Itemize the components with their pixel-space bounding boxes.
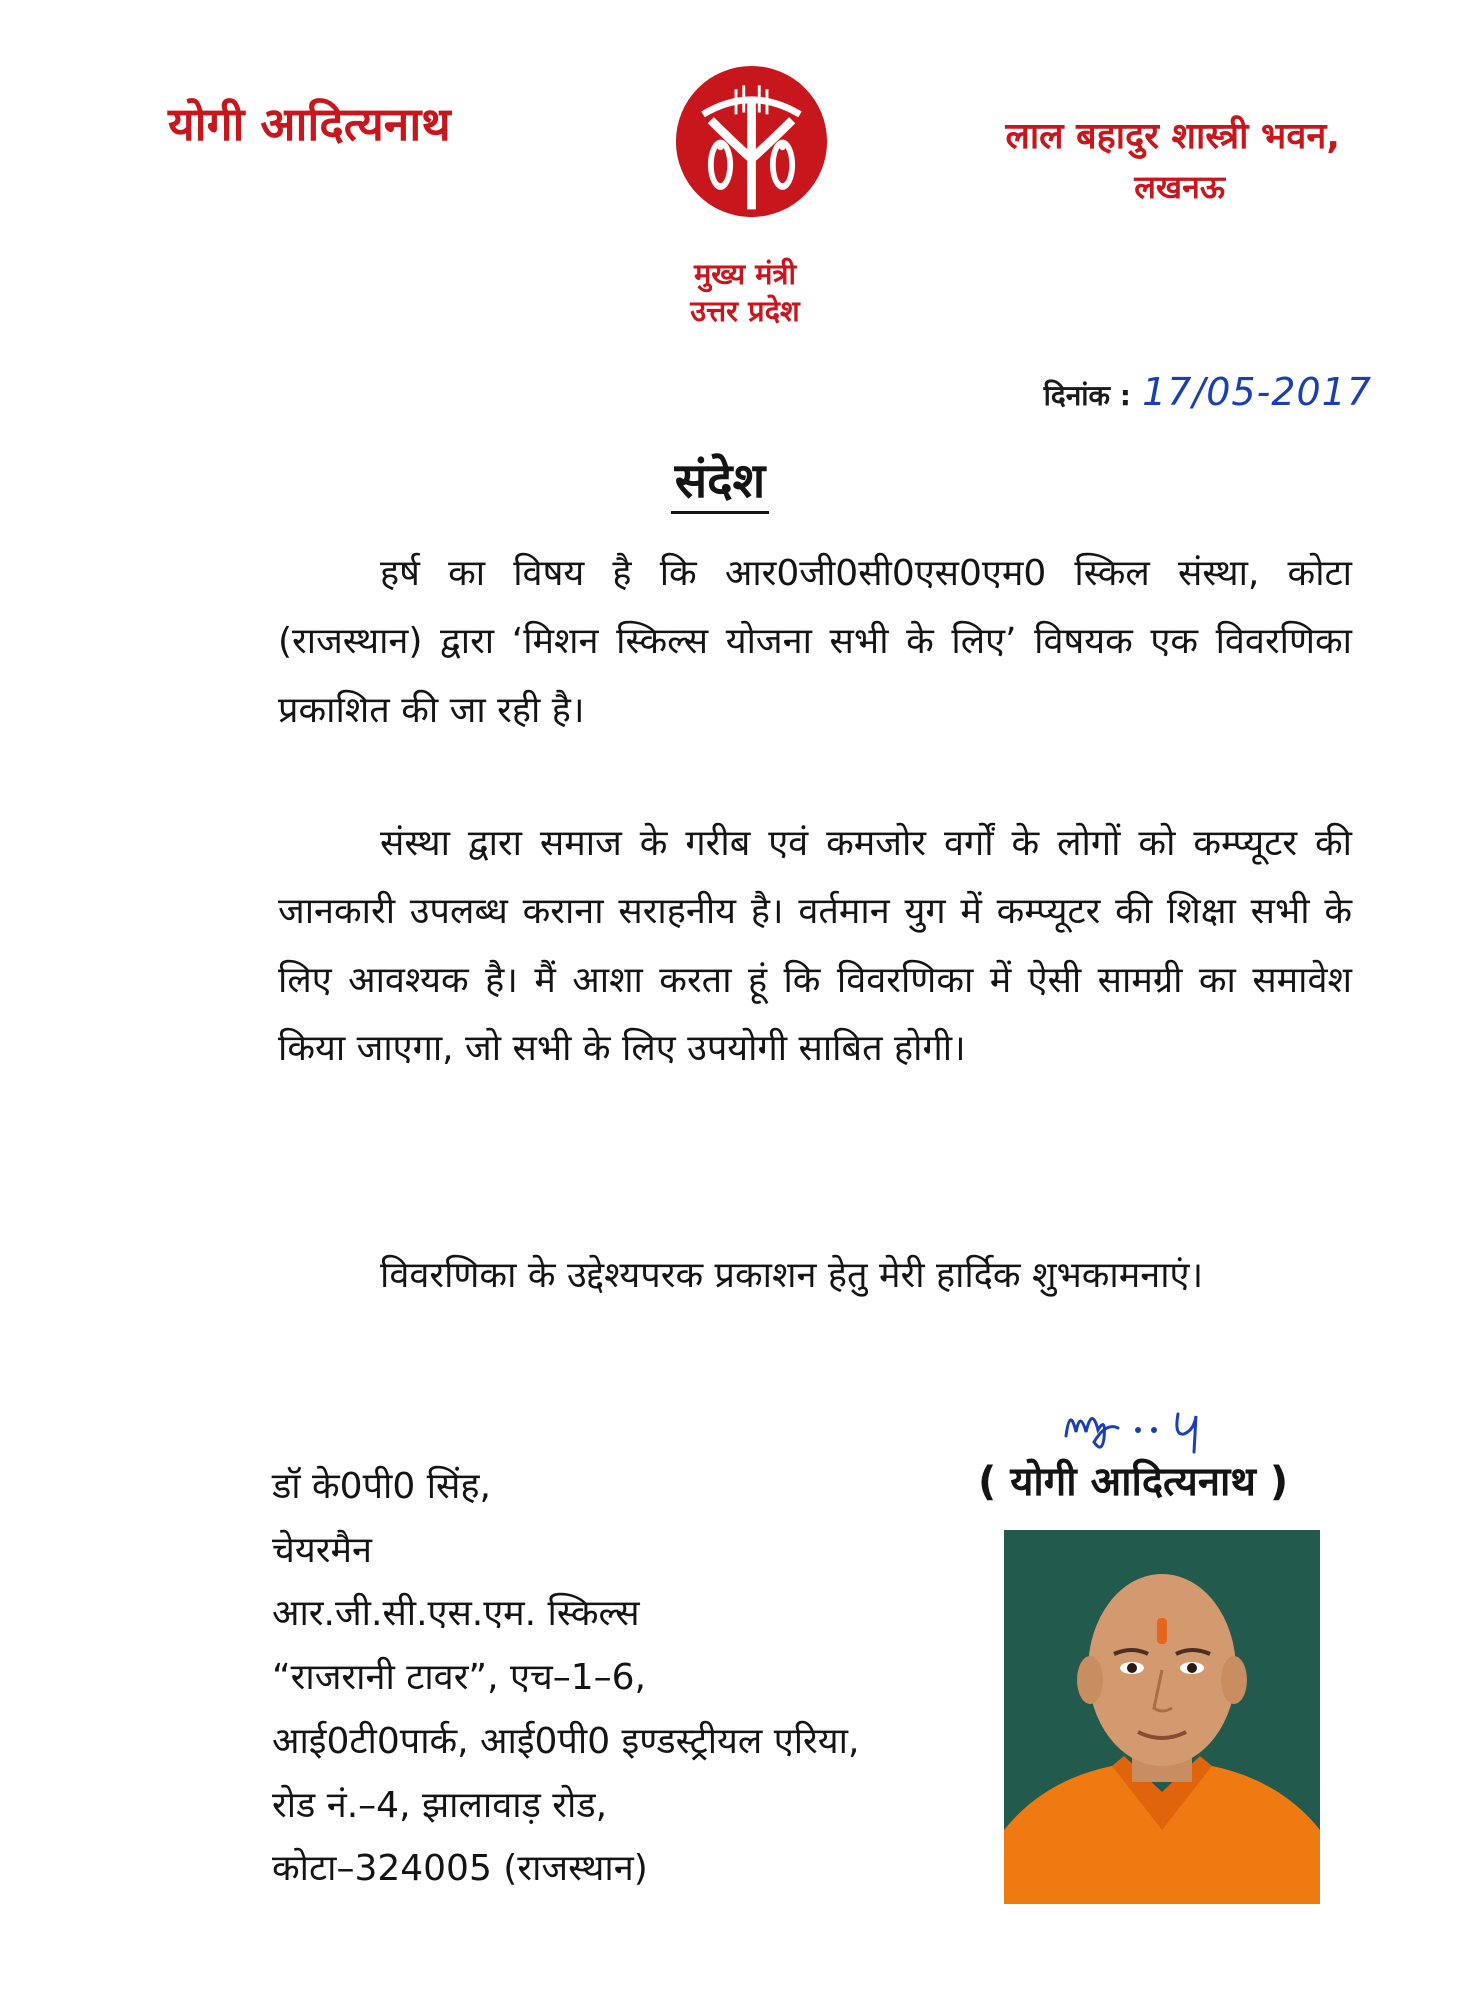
date-row — [1044, 370, 1372, 414]
recipient-line: आई0टी0पार्क, आई0पी0 इण्डस्ट्रीयल एरिया, — [272, 1720, 860, 1762]
body-paragraph-1: हर्ष का विषय है कि आर0जी0सी0एस0एम0 स्किल संस्था, कोटा (राजस्थान) द्वारा ‘मिशन स्किल्स योजना सभी के लिए’ विषयक एक विवरणिका प्रकाशित की जा रही है। — [278, 553, 1352, 731]
date-label: दिनांक : — [1043, 379, 1131, 412]
letterhead-name: योगी आदित्यनाथ — [168, 97, 451, 151]
recipient-line: आर.जी.सी.एस.एम. स्किल्स — [272, 1593, 640, 1635]
body-paragraph-2: संस्था द्वारा समाज के गरीब एवं कमजोर वर्गों के लोगों को कम्प्यूटर की जानकारी उपलब्ध कराना सराहनीय है। वर्तमान युग में कम्प्यूटर की शिक्षा सभी के लिए आवश्यक है। मैं आशा करता हूं कि विवरणिका में ऐसी सामग्री का समावेश किया जाएगा, जो सभी के लिए उपयोगी साबित होगी। — [278, 823, 1352, 1070]
letterhead-address — [820, 110, 1340, 208]
recipient-line: डॉ के0पी0 सिंह, — [272, 1466, 491, 1507]
recipient-line: “राजरानी टावर”, एच–1–6, — [272, 1657, 646, 1699]
address-line-1: लाल बहादुर शास्त्री भवन, — [1005, 116, 1340, 157]
address-line-2: लखनऊ — [1134, 168, 1225, 206]
letter-heading — [0, 447, 1440, 512]
office-line-1: मुख्य मंत्री — [693, 257, 797, 291]
office-line-2: उत्तर प्रदेश — [690, 294, 800, 329]
portrait-photo — [1004, 1530, 1320, 1904]
letterhead-office — [640, 256, 850, 330]
up-government-emblem-icon — [674, 64, 829, 219]
signatory-name: ( योगी आदित्यनाथ ) — [978, 1459, 1289, 1505]
recipient-line: कोटा–324005 (राजस्थान) — [272, 1848, 648, 1890]
recipient-line: रोड नं.–4, झालावाड़ रोड, — [272, 1784, 608, 1826]
date-value: 17/05-2017 — [1142, 370, 1372, 414]
recipient-line: चेयरमैन — [272, 1529, 372, 1571]
body-paragraph-3: विवरणिका के उद्देश्यपरक प्रकाशन हेतु मेरी हार्दिक शुभकामनाएं। — [380, 1255, 1204, 1296]
letter-heading-text: संदेश — [671, 453, 770, 514]
recipient-address — [272, 1455, 859, 1901]
